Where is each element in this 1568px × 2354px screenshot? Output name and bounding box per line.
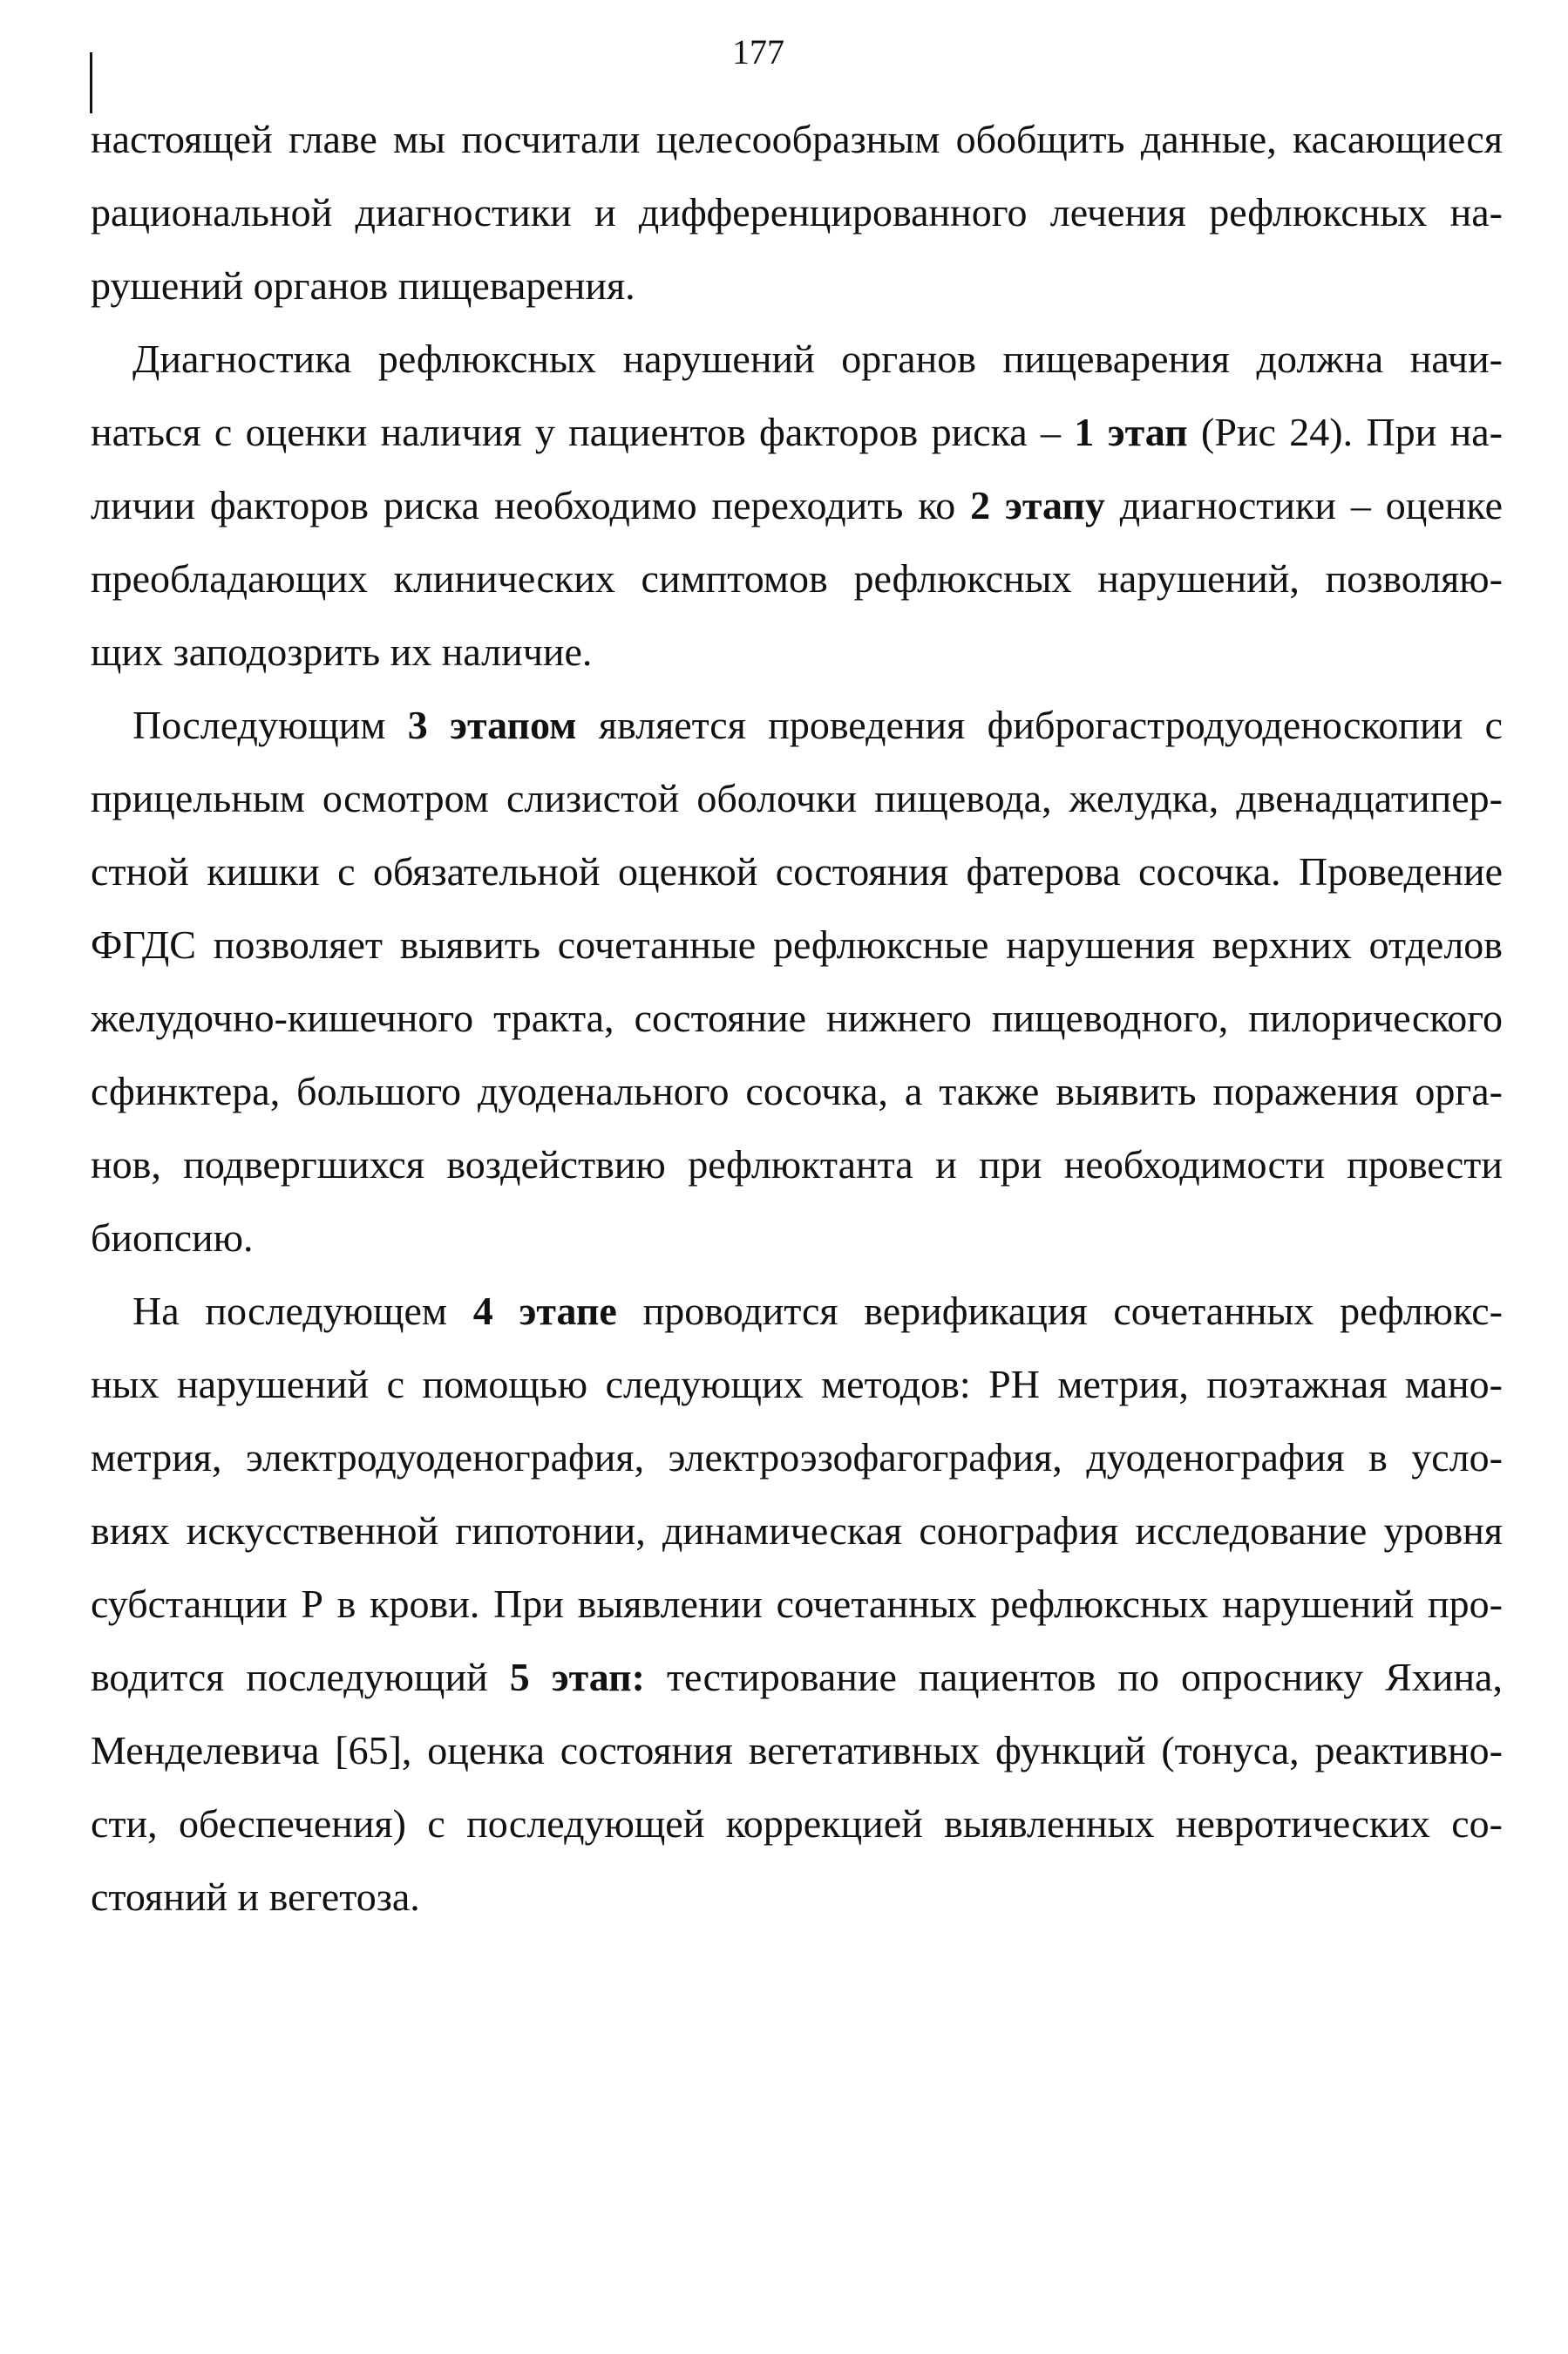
text-line: виях искусственной гипотонии, динамическая сонография исследование уровня bbox=[91, 1508, 1503, 1553]
text-line: ФГДС позволяет выявить сочетанные рефлюксные нарушения верхних отделов bbox=[91, 922, 1503, 967]
text-line: настоящей главе мы посчитали целесообразным обобщить данные, касающиеся bbox=[91, 117, 1503, 161]
text-line: рушений органов пищеварения. bbox=[91, 263, 635, 308]
text-line: субстанции Р в крови. При выявлении сочетанных рефлюксных нарушений про- bbox=[91, 1582, 1503, 1626]
paragraph-first-line: На последующем 4 этапе проводится верификация сочетанных рефлюкс- bbox=[132, 1289, 1503, 1333]
text-line: ных нарушений с помощью следующих методов: PH метрия, поэтажная мано- bbox=[91, 1362, 1503, 1406]
text-line: Менделевича [65], оценка состояния вегетативных функций (тонуса, реактивно- bbox=[91, 1728, 1503, 1772]
bold-stage-label: 4 этапе bbox=[472, 1289, 617, 1333]
bold-stage-label: 5 этап: bbox=[509, 1655, 645, 1699]
text-line: стояний и вегетоза. bbox=[91, 1874, 420, 1919]
paragraph-first-line: Диагностика рефлюксных нарушений органов пищеварения должна начи- bbox=[132, 337, 1503, 381]
bold-stage-label: 1 этап bbox=[1074, 410, 1188, 454]
text-line: стной кишки с обязательной оценкой состояния фатерова сосочка. Проведение bbox=[91, 849, 1503, 894]
text-line: метрия, электродуоденография, электроэзофагография, дуоденография в усло- bbox=[91, 1435, 1503, 1480]
text-line: желудочно-кишечного тракта, состояние нижнего пищеводного, пилорического bbox=[91, 996, 1503, 1040]
text-line: сфинктера, большого дуоденального сосочка, а также выявить поражения орга- bbox=[91, 1069, 1503, 1113]
text-line: преобладающих клинических симптомов рефлюксных нарушений, позволяю- bbox=[91, 556, 1503, 601]
text-line: личии факторов риска необходимо переходить ко 2 этапу диагностики – оценке bbox=[91, 483, 1503, 527]
paragraph-first-line: Последующим 3 этапом является проведения фиброгастродуоденоскопии с bbox=[132, 703, 1503, 747]
page-number: 177 bbox=[732, 32, 784, 71]
text-line: водится последующий 5 этап: тестирование пациентов по опроснику Яхина, bbox=[91, 1655, 1503, 1699]
text-line: прицельным осмотром слизистой оболочки пищевода, желудка, двенадцатипер- bbox=[91, 776, 1503, 820]
text-line: щих заподозрить их наличие. bbox=[91, 629, 593, 674]
bold-stage-label: 2 этапу bbox=[970, 483, 1105, 527]
text-line: наться с оценки наличия у пациентов факторов риска – 1 этап (Рис 24). При на- bbox=[91, 410, 1503, 454]
text-line: биопсию. bbox=[91, 1215, 254, 1260]
bold-stage-label: 3 этапом bbox=[407, 703, 577, 747]
body-text bbox=[91, 103, 1503, 1934]
text-line: рациональной диагностики и дифференцированного лечения рефлюксных на- bbox=[91, 190, 1503, 235]
text-line: сти, обеспечения) с последующей коррекцией выявленных невротических со- bbox=[91, 1801, 1503, 1846]
text-line: нов, подвергшихся воздействию рефлюктанта и при необходимости провести bbox=[91, 1142, 1503, 1187]
